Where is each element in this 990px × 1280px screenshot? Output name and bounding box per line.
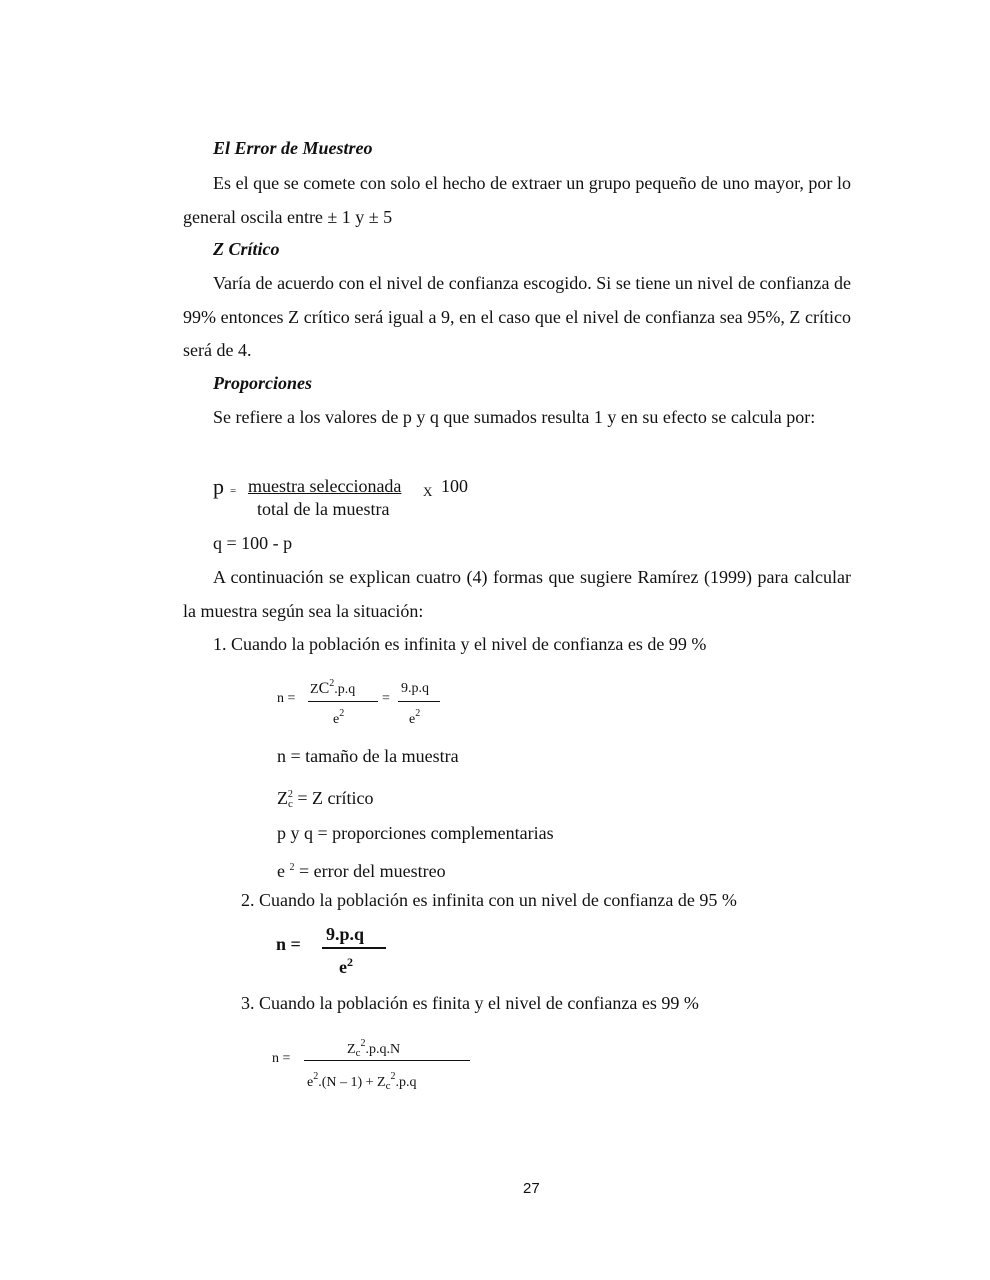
case2-den: $e^2$ — [339, 955, 353, 977]
formula-p-times: X — [423, 484, 433, 499]
formula-p-factor: 100 — [441, 476, 468, 496]
paragraph-intro: A continuación se explican cuatro (4) formas que sugiere Ramírez (1999) para calcular la muestra según sea la situación: — [183, 567, 851, 621]
legend-e: e $^2$ = error del muestreo — [277, 861, 446, 881]
formula-p-eq: = — [230, 485, 237, 497]
case3-lhs: n = — [272, 1051, 291, 1066]
page-number: 27 — [523, 1180, 540, 1197]
paragraph-proporciones: Se refiere a los valores de p y q que sumados resulta 1 y en su efecto se calcula por: — [213, 407, 816, 427]
case1-fraction-bar-2 — [398, 701, 440, 702]
case3-fraction-bar — [304, 1060, 470, 1061]
case1-num2: 9.p.q — [401, 681, 429, 696]
heading-proporciones: Proporciones — [213, 373, 312, 393]
formula-p-numerator: muestra seleccionada — [248, 476, 402, 496]
formula-q: q = 100 - p — [213, 533, 293, 553]
case2-title: 2. Cuando la población es infinita con un nivel de confianza de 95 % — [241, 890, 737, 910]
legend-pq: p y q = proporciones complementarias — [277, 823, 554, 843]
formula-p-lhs: p — [213, 474, 224, 499]
case1-fraction-bar-1 — [308, 701, 378, 702]
paragraph-error-muestreo: Es el que se comete con solo el hecho de extraer un grupo pequeño de uno mayor, por lo general oscila entre ± 1 y ± 5 — [183, 173, 851, 227]
case1-title: 1. Cuando la población es infinita y el nivel de confianza es de 99 % — [213, 634, 707, 654]
case2-fraction-bar — [322, 947, 386, 949]
legend-n: n = tamaño de la muestra — [277, 746, 459, 766]
legend-z: $Z_c^2 = Z$ crítico — [277, 788, 374, 810]
case1-den1: $e^2$ — [333, 708, 345, 727]
heading-z-critico: Z Crítico — [213, 239, 280, 259]
case1-mid-eq: = — [382, 691, 390, 706]
paragraph-z-critico: Varía de acuerdo con el nivel de confianza escogido. Si se tiene un nivel de confianza de 99% entonces Z crítico será igual a 9, en el caso que el nivel de confianza sea 95%, Z crítico será de 4. — [183, 273, 851, 360]
case3-title: 3. Cuando la población es finita y el nivel de confianza es 99 % — [241, 993, 699, 1013]
case2-lhs: n = — [276, 934, 301, 954]
formula-p-denominator: total de la muestra — [257, 499, 390, 519]
case2-num: 9.p.q — [326, 924, 365, 944]
case3-den: $e^2.(N - 1) + Z_c^2.p.q$ — [307, 1071, 417, 1092]
case1-num1: $ZC^2.p.q$ — [310, 678, 356, 697]
case3-num: $Z_c^2.p.q.N$ — [347, 1038, 401, 1059]
case1-lhs: n = — [277, 691, 296, 706]
case1-den2: $e^2$ — [409, 708, 421, 727]
heading-error-muestreo: El Error de Muestreo — [213, 138, 373, 158]
